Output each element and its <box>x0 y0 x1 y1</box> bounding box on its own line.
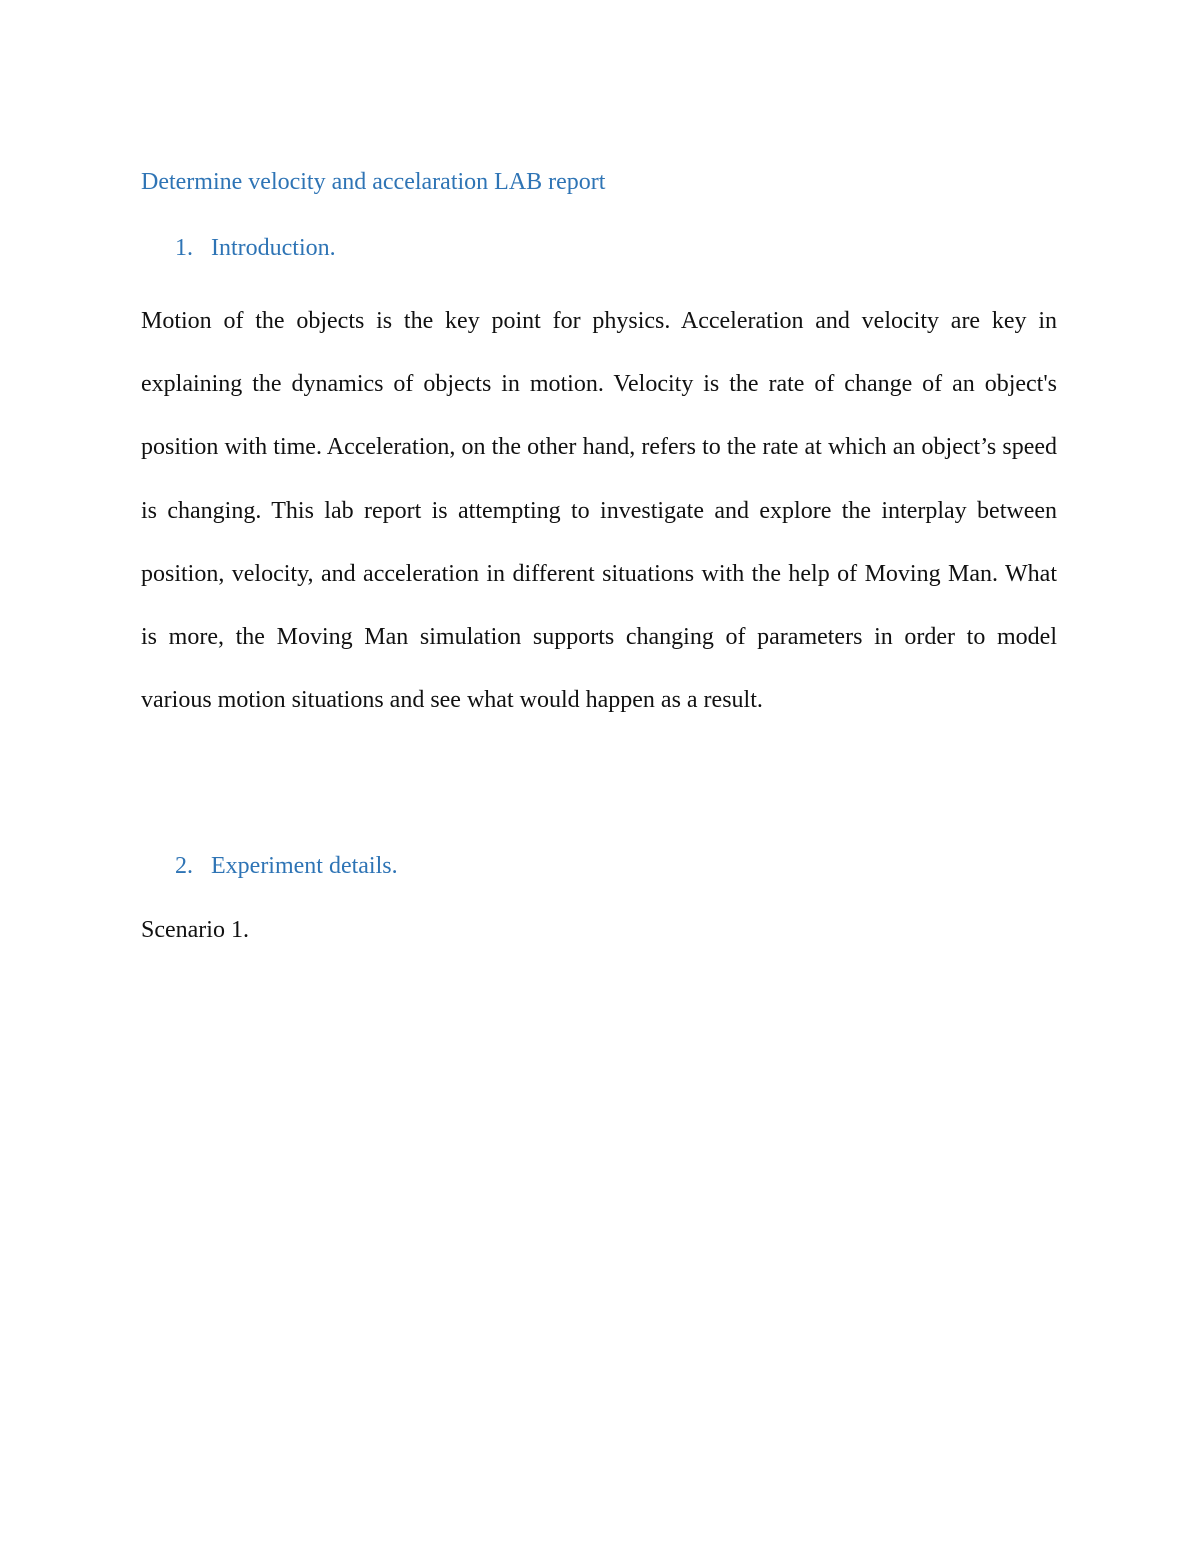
introduction-paragraph: Motion of the objects is the key point for physics. Acceleration and velocity are key in explaining the dynamics of objects in motion. Velocity is the rate of change of an object's position with time. Acceleration, on the other hand, refers to the rate at which an object’s speed is changing. This lab report is attempting to investigate and explore the interplay between position, velocity, and acceleration in different situations with the help of Moving Man. What is more, the Moving Man simulation supports changing of parameters in order to model various motion situations and see what would happen as a result. <box>141 308 1057 714</box>
section-number: 2. <box>175 853 193 879</box>
section-heading-introduction <box>175 232 336 264</box>
scenario-label: Scenario 1. <box>141 917 249 943</box>
document-title: Determine velocity and accelaration LAB report <box>141 169 606 195</box>
section-heading-experiment-details <box>175 850 398 882</box>
section-title: Experiment details. <box>211 853 398 879</box>
section-number: 1. <box>175 235 193 261</box>
section-title: Introduction. <box>211 235 336 261</box>
